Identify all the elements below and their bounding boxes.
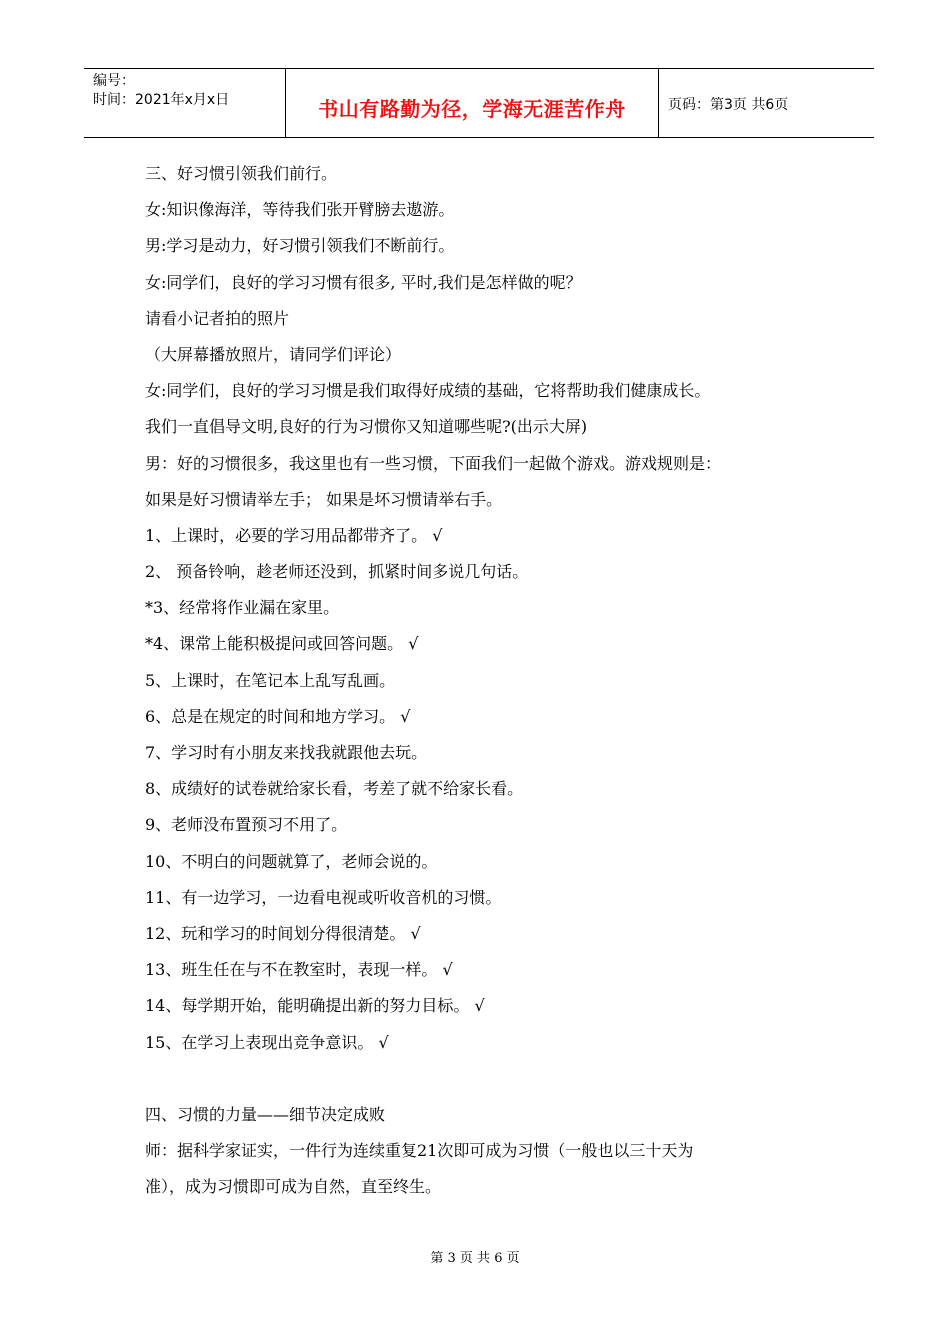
dialogue-line: 如果是好习惯请举左手； 如果是坏习惯请举右手。 <box>145 489 503 509</box>
page-footer: 第 3 页 共 6 页 <box>430 1251 520 1266</box>
habit-item: 7、学习时有小朋友来找我就跟他去玩。 <box>145 743 428 762</box>
section-3-title: 三、好习惯引领我们前行。 <box>145 164 338 183</box>
habit-item: 13、班生任在与不在教室时，表现一样。 √ <box>145 960 453 980</box>
habit-item: 12、玩和学习的时间划分得很清楚。 √ <box>145 923 421 943</box>
dialogue-line: （大屏幕播放照片，请同学们评论） <box>145 344 402 364</box>
habit-item: *4、课常上能积极提问或回答问题。 √ <box>145 634 419 654</box>
dialogue-line: 请看小记者拍的照片 <box>145 308 290 328</box>
dialogue-line: 男:学习是动力，好习惯引领我们不断前行。 <box>145 236 455 256</box>
document-time-label: 时间：2021年x月x日 <box>93 92 230 108</box>
header-meta-cell <box>84 69 284 137</box>
body-line: 准），成为习惯即可成为自然，直至终生。 <box>145 1177 442 1197</box>
header-motto-cell <box>285 69 659 137</box>
document-body <box>145 156 845 1205</box>
habit-item: 11、有一边学习，一边看电视或听收音机的习惯。 <box>145 887 502 907</box>
habit-item: 10、不明白的问题就算了，老师会说的。 <box>145 851 438 871</box>
habit-item: *3、经常将作业漏在家里。 <box>145 598 340 618</box>
paragraph-gap <box>145 1061 845 1097</box>
habit-item: 15、在学习上表现出竞争意识。 √ <box>145 1032 389 1052</box>
habit-item: 1、上课时，必要的学习用品都带齐了。 √ <box>145 525 443 545</box>
dialogue-line: 女:同学们，良好的学习习惯有很多, 平时,我们是怎样做的呢？ <box>145 272 582 292</box>
body-line: 师：据科学家证实，一件行为连续重复21次即可成为习惯（一般也以三十天为 <box>145 1141 694 1161</box>
habit-item: 14、每学期开始，能明确提出新的努力目标。 √ <box>145 996 485 1016</box>
dialogue-line: 女:同学们，良好的学习习惯是我们取得好成绩的基础，它将帮助我们健康成长。 <box>145 381 711 401</box>
dialogue-line: 男：好的习惯很多，我这里也有一些习惯，下面我们一起做个游戏。游戏规则是： <box>145 453 722 473</box>
dialogue-line: 我们一直倡导文明,良好的行为习惯你又知道哪些呢?(出示大屏) <box>145 417 588 437</box>
header-page-code: 页码：第3页 共6页 <box>668 97 789 113</box>
section-4-title: 四、习惯的力量——细节决定成败 <box>145 1104 386 1124</box>
habit-item: 5、上课时，在笔记本上乱写乱画。 <box>145 670 396 690</box>
header-page-cell <box>658 69 874 137</box>
habit-item: 2、 预备铃响，趁老师还没到，抓紧时间多说几句话。 <box>145 562 529 582</box>
habit-item: 9、老师没布置预习不用了。 <box>145 815 348 835</box>
dialogue-line: 女:知识像海洋，等待我们张开臂膀去遨游。 <box>145 200 455 220</box>
document-number-label: 编号： <box>93 73 135 89</box>
habit-item: 6、总是在规定的时间和地方学习。 √ <box>145 706 411 726</box>
page-header <box>84 68 874 138</box>
habit-item: 8、成绩好的试卷就给家长看，考差了就不给家长看。 <box>145 779 524 799</box>
header-motto: 书山有路勤为径，学海无涯苦作舟 <box>318 97 626 121</box>
